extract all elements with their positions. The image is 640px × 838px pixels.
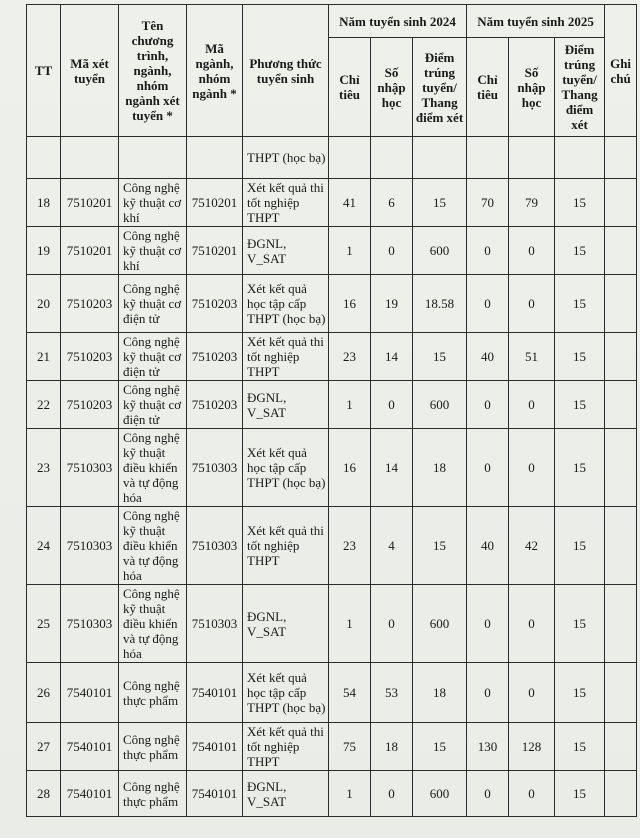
table-row — [27, 179, 637, 227]
row-tt: 26 — [27, 663, 61, 723]
row-ma-nganh: 7540101 — [187, 771, 243, 817]
row-chi-tieu-2025: 0 — [467, 585, 509, 663]
row-tt: 25 — [27, 585, 61, 663]
row-phuong-thuc: ĐGNL, V_SAT — [243, 585, 329, 663]
row-ten-chuong-trinh: Công nghệ kỹ thuật cơ điện tử — [119, 275, 187, 333]
row-diem-2025: 15 — [555, 723, 605, 771]
row-diem-2024: 15 — [413, 179, 467, 227]
row-ten-chuong-trinh: Công nghệ kỹ thuật cơ khí — [119, 179, 187, 227]
row-ma-nganh: 7510303 — [187, 507, 243, 585]
row-diem-2025: 15 — [555, 179, 605, 227]
row-ten-chuong-trinh: Công nghệ kỹ thuật điều khiển và tự động hóa — [119, 429, 187, 507]
table-row — [27, 723, 637, 771]
row-ma-nganh: 7510203 — [187, 275, 243, 333]
row-ma-nganh: 7510203 — [187, 333, 243, 381]
table-body — [27, 137, 637, 817]
row-chi-tieu-2024: 1 — [329, 585, 371, 663]
row-diem-2025: 15 — [555, 771, 605, 817]
row-chi-tieu-2025: 40 — [467, 333, 509, 381]
row-ma-nganh: 7510203 — [187, 381, 243, 429]
row-diem-2025: 15 — [555, 275, 605, 333]
row-so-nhap-hoc-2025: 51 — [509, 333, 555, 381]
row-phuong-thuc: Xét kết quả học tập cấp THPT (học bạ) — [243, 275, 329, 333]
table-row — [27, 585, 637, 663]
row-ma-nganh: 7540101 — [187, 723, 243, 771]
row-ten-chuong-trinh: Công nghệ kỹ thuật điều khiển và tự động hóa — [119, 507, 187, 585]
row-diem-2024: 600 — [413, 771, 467, 817]
row-chi-tieu-2025: 0 — [467, 381, 509, 429]
row-ghi-chu — [605, 723, 637, 771]
row-so-nhap-hoc-2025: 128 — [509, 723, 555, 771]
header-diem-2025: Điểm trúng tuyển/ Thang điểm xét — [555, 38, 605, 137]
row-so-nhap-hoc-2024: 4 — [371, 507, 413, 585]
row-tt: 18 — [27, 179, 61, 227]
admission-table — [26, 4, 637, 817]
row-ten-chuong-trinh: Công nghệ kỹ thuật điều khiển và tự động hóa — [119, 585, 187, 663]
row-so-nhap-hoc-2024: 0 — [371, 227, 413, 275]
row-ghi-chu — [605, 179, 637, 227]
row-tt: 27 — [27, 723, 61, 771]
row-chi-tieu-2024: 16 — [329, 429, 371, 507]
row-diem-2024: 18 — [413, 429, 467, 507]
row-phuong-thuc: Xét kết quả học tập cấp THPT (học bạ) — [243, 429, 329, 507]
row-diem-2024: 18 — [413, 663, 467, 723]
table-row — [27, 663, 637, 723]
table-row — [27, 333, 637, 381]
row-diem-2025: 15 — [555, 429, 605, 507]
row-phuong-thuc: Xét kết quả thi tốt nghiệp THPT — [243, 723, 329, 771]
row-tt: 21 — [27, 333, 61, 381]
row-so-nhap-hoc-2024: 19 — [371, 275, 413, 333]
header-ghi-chu: Ghi chú — [605, 5, 637, 137]
row-so-nhap-hoc-2024: 14 — [371, 333, 413, 381]
row-diem-2025: 15 — [555, 333, 605, 381]
row-ma-xet-tuyen: 7510203 — [61, 381, 119, 429]
row-diem-2024: 15 — [413, 723, 467, 771]
row-ghi-chu — [605, 585, 637, 663]
row-ma-xet-tuyen: 7510303 — [61, 585, 119, 663]
row-ma-xet-tuyen: 7510203 — [61, 275, 119, 333]
row-diem-2024: 600 — [413, 585, 467, 663]
table-row — [27, 275, 637, 333]
row-so-nhap-hoc-2025: 0 — [509, 663, 555, 723]
row-ma-xet-tuyen: 7510303 — [61, 507, 119, 585]
row-chi-tieu-2024: 54 — [329, 663, 371, 723]
header-so-nhap-hoc-2025: Số nhập học — [509, 38, 555, 137]
row-ma-nganh: 7510303 — [187, 585, 243, 663]
row-so-nhap-hoc-2024: 14 — [371, 429, 413, 507]
row-chi-tieu-2024: 1 — [329, 227, 371, 275]
row-so-nhap-hoc-2024: 18 — [371, 723, 413, 771]
row-ten-chuong-trinh: Công nghệ kỹ thuật cơ điện tử — [119, 381, 187, 429]
row-chi-tieu-2025: 70 — [467, 179, 509, 227]
row-chi-tieu-2025: 0 — [467, 429, 509, 507]
row-chi-tieu-2024: 16 — [329, 275, 371, 333]
row-tt: 28 — [27, 771, 61, 817]
row-chi-tieu-2025: 130 — [467, 723, 509, 771]
row-chi-tieu-2025: 0 — [467, 227, 509, 275]
row-diem-2024: 15 — [413, 333, 467, 381]
row-ma-nganh: 7510201 — [187, 179, 243, 227]
row-diem-2025: 15 — [555, 381, 605, 429]
row-chi-tieu-2024: 1 — [329, 771, 371, 817]
row-chi-tieu-2025: 0 — [467, 663, 509, 723]
row-ma-nganh: 7510201 — [187, 227, 243, 275]
row-so-nhap-hoc-2025: 0 — [509, 429, 555, 507]
row-ma-xet-tuyen: 7510203 — [61, 333, 119, 381]
row-so-nhap-hoc-2024: 53 — [371, 663, 413, 723]
row-chi-tieu-2024: 1 — [329, 381, 371, 429]
row-so-nhap-hoc-2025: 0 — [509, 227, 555, 275]
row-so-nhap-hoc-2025: 0 — [509, 771, 555, 817]
row-chi-tieu-2025: 0 — [467, 275, 509, 333]
row-chi-tieu-2024: 75 — [329, 723, 371, 771]
continuation-method: THPT (học bạ) — [243, 137, 329, 179]
row-so-nhap-hoc-2024: 0 — [371, 585, 413, 663]
row-ten-chuong-trinh: Công nghệ kỹ thuật cơ khí — [119, 227, 187, 275]
row-ma-nganh: 7540101 — [187, 663, 243, 723]
header-year-2025: Năm tuyển sinh 2025 — [467, 5, 605, 38]
row-ghi-chu — [605, 429, 637, 507]
row-so-nhap-hoc-2025: 0 — [509, 275, 555, 333]
row-chi-tieu-2024: 23 — [329, 333, 371, 381]
row-so-nhap-hoc-2025: 79 — [509, 179, 555, 227]
header-phuong-thuc: Phương thức tuyển sinh — [243, 5, 329, 137]
row-so-nhap-hoc-2025: 0 — [509, 381, 555, 429]
row-phuong-thuc: Xét kết quả thi tốt nghiệp THPT — [243, 507, 329, 585]
row-ghi-chu — [605, 507, 637, 585]
header-year-2024: Năm tuyển sinh 2024 — [329, 5, 467, 38]
row-ma-xet-tuyen: 7540101 — [61, 771, 119, 817]
header-chi-tieu-2025: Chỉ tiêu — [467, 38, 509, 137]
row-so-nhap-hoc-2025: 0 — [509, 585, 555, 663]
row-tt: 20 — [27, 275, 61, 333]
row-diem-2025: 15 — [555, 585, 605, 663]
row-ghi-chu — [605, 381, 637, 429]
header-chi-tieu-2024: Chỉ tiêu — [329, 38, 371, 137]
row-ma-xet-tuyen: 7510201 — [61, 227, 119, 275]
header-tt: TT — [27, 5, 61, 137]
row-tt: 19 — [27, 227, 61, 275]
row-tt: 23 — [27, 429, 61, 507]
row-so-nhap-hoc-2024: 0 — [371, 381, 413, 429]
row-phuong-thuc: Xét kết quả thi tốt nghiệp THPT — [243, 333, 329, 381]
row-diem-2024: 600 — [413, 227, 467, 275]
row-chi-tieu-2025: 40 — [467, 507, 509, 585]
row-ten-chuong-trinh: Công nghệ thực phẩm — [119, 663, 187, 723]
row-phuong-thuc: Xét kết quả học tập cấp THPT (học bạ) — [243, 663, 329, 723]
row-so-nhap-hoc-2024: 6 — [371, 179, 413, 227]
table-row — [27, 381, 637, 429]
row-so-nhap-hoc-2024: 0 — [371, 771, 413, 817]
row-ten-chuong-trinh: Công nghệ kỹ thuật cơ điện tử — [119, 333, 187, 381]
continuation-row — [27, 137, 637, 179]
row-tt: 24 — [27, 507, 61, 585]
row-ghi-chu — [605, 663, 637, 723]
table-row — [27, 429, 637, 507]
row-phuong-thuc: ĐGNL, V_SAT — [243, 771, 329, 817]
row-so-nhap-hoc-2025: 42 — [509, 507, 555, 585]
row-ten-chuong-trinh: Công nghệ thực phẩm — [119, 771, 187, 817]
row-diem-2025: 15 — [555, 507, 605, 585]
row-diem-2025: 15 — [555, 227, 605, 275]
row-ten-chuong-trinh: Công nghệ thực phẩm — [119, 723, 187, 771]
header-diem-2024: Điểm trúng tuyển/ Thang điểm xét — [413, 38, 467, 137]
header-so-nhap-hoc-2024: Số nhập học — [371, 38, 413, 137]
header-ma-nganh: Mã ngành, nhóm ngành * — [187, 5, 243, 137]
row-ghi-chu — [605, 771, 637, 817]
row-ma-xet-tuyen: 7540101 — [61, 723, 119, 771]
row-chi-tieu-2025: 0 — [467, 771, 509, 817]
row-ghi-chu — [605, 275, 637, 333]
row-ma-xet-tuyen: 7540101 — [61, 663, 119, 723]
row-diem-2024: 15 — [413, 507, 467, 585]
table-row — [27, 771, 637, 817]
row-ma-xet-tuyen: 7510201 — [61, 179, 119, 227]
header-ten-chuong-trinh: Tên chương trình, ngành, nhóm ngành xét tuyển * — [119, 5, 187, 137]
row-ma-nganh: 7510303 — [187, 429, 243, 507]
row-diem-2024: 600 — [413, 381, 467, 429]
row-chi-tieu-2024: 23 — [329, 507, 371, 585]
row-tt: 22 — [27, 381, 61, 429]
row-phuong-thuc: ĐGNL, V_SAT — [243, 381, 329, 429]
table-header — [27, 5, 637, 137]
row-phuong-thuc: ĐGNL, V_SAT — [243, 227, 329, 275]
row-diem-2025: 15 — [555, 663, 605, 723]
row-diem-2024: 18.58 — [413, 275, 467, 333]
table-row — [27, 227, 637, 275]
row-ghi-chu — [605, 227, 637, 275]
row-chi-tieu-2024: 41 — [329, 179, 371, 227]
row-phuong-thuc: Xét kết quả thi tốt nghiệp THPT — [243, 179, 329, 227]
table-row — [27, 507, 637, 585]
row-ma-xet-tuyen: 7510303 — [61, 429, 119, 507]
row-ghi-chu — [605, 333, 637, 381]
header-ma-xet-tuyen: Mã xét tuyển — [61, 5, 119, 137]
